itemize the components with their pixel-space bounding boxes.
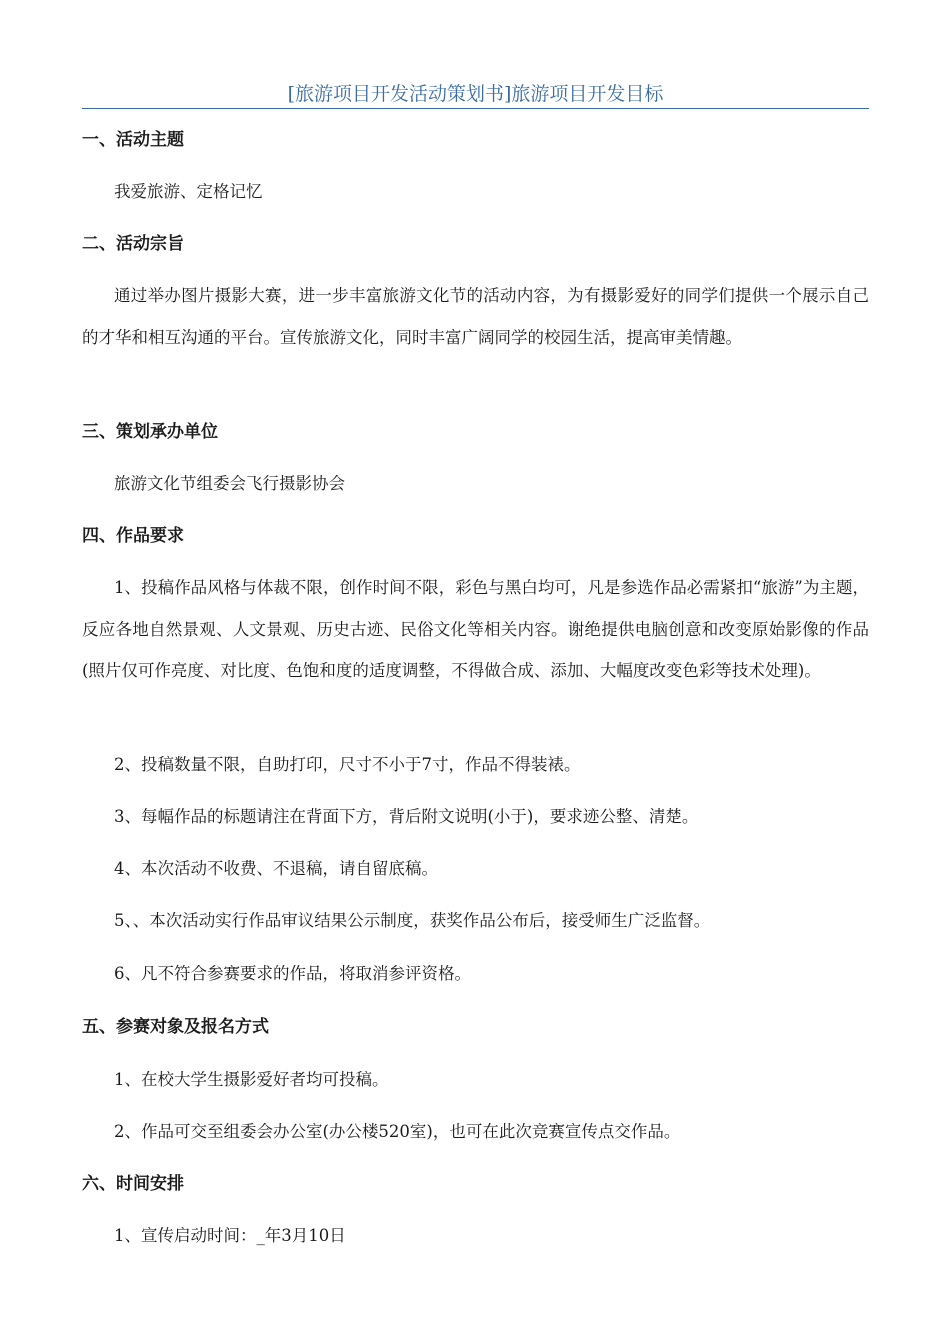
paragraph-requirement-3: 3、每幅作品的标题请注在背面下方，背后附文说明(小于)，要求迹公整、清楚。 [114,807,699,826]
paragraph-participants-1: 1、在校大学生摄影爱好者均可投稿。 [114,1070,389,1089]
paragraph-purpose: 通过举办图片摄影大赛，进一步丰富旅游文化节的活动内容，为有摄影爱好的同学们提供一个展示自己的才华和相互沟通的平台。宣传旅游文化，同时丰富广阔同学的校园生活，提高审美情趣。 [82,286,869,347]
paragraph-requirement-1: 1、投稿作品风格与体裁不限，创作时间不限，彩色与黑白均可，凡是参选作品必需紧扣“旅游”为主题，反应各地自然景观、人文景观、历史古迹、民俗文化等相关内容。谢绝提供电脑创意和改变原始影像的作品(照片仅可作亮度、对比度、色饱和度的适度调整，不得做合成、添加、大幅度改变色彩等技术处理)。 [82,578,869,680]
paragraph-organizer: 旅游文化节组委会飞行摄影协会 [114,474,345,493]
section-heading-requirements: 四、作品要求 [82,526,184,546]
paragraph-requirement-4: 4、本次活动不收费、不退稿，请自留底稿。 [114,859,438,878]
paragraph-requirement-5: 5、、本次活动实行作品审议结果公示制度，获奖作品公布后，接受师生广泛监督。 [114,911,711,930]
paragraph-participants-2: 2、作品可交至组委会办公室(办公楼520室)，也可在此次竞赛宣传点交作品。 [114,1122,681,1141]
paragraph-requirement-6: 6、凡不符合参赛要求的作品，将取消参评资格。 [114,964,471,983]
paragraph-requirement-2: 2、投稿数量不限，自助打印，尺寸不小于7寸，作品不得装裱。 [114,755,581,774]
section-heading-organizer: 三、策划承办单位 [82,422,218,442]
section-heading-schedule: 六、时间安排 [82,1174,184,1194]
section-heading-theme: 一、活动主题 [82,130,184,150]
section-heading-participants: 五、参赛对象及报名方式 [82,1017,269,1037]
document-title: [旅游项目开发活动策划书]旅游项目开发目标 [287,83,664,105]
section-heading-purpose: 二、活动宗旨 [82,234,184,254]
paragraph-schedule-1: 1、宣传启动时间：_年3月10日 [114,1226,346,1245]
title-underline [82,108,869,109]
paragraph-theme: 我爱旅游、定格记忆 [114,182,263,201]
